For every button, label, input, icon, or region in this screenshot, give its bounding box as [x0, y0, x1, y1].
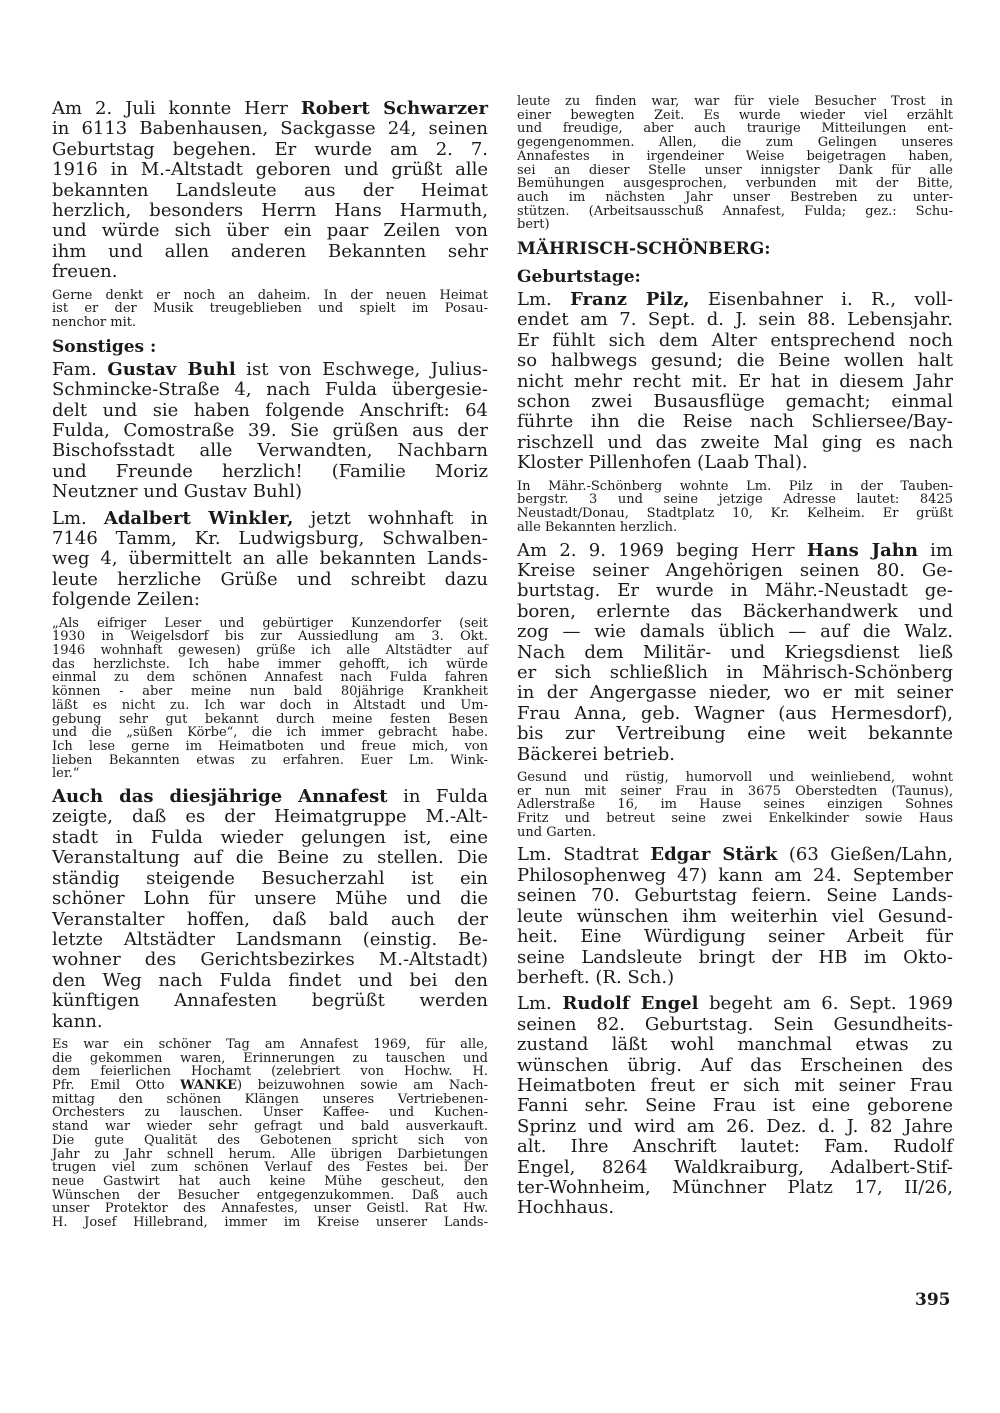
text-run: zustand läßt wohl manchmal etwas zu — [517, 1034, 953, 1056]
text-run: Geburtstag begehen. Er wurde am 2. 7. — [52, 138, 488, 160]
text-line — [52, 316, 488, 330]
note-paragraph — [517, 771, 953, 840]
text-line — [517, 581, 953, 601]
text-run: alle Bekannten herzlich. — [517, 519, 678, 535]
text-line — [52, 401, 488, 421]
text-run: er sich schließlich in Mährisch-Schönberg — [517, 661, 953, 683]
text-run: alt. Ihre Anschrift lautet: Fam. Rudolf — [517, 1136, 953, 1158]
article-paragraph — [52, 99, 488, 283]
text-line — [517, 704, 953, 724]
text-run: rischzell und das zweite Mal ging es nach — [517, 431, 953, 453]
text-line — [52, 685, 488, 699]
text-line — [517, 412, 953, 432]
text-run: ist von Eschwege, Julius- — [235, 358, 488, 380]
text-line — [52, 289, 488, 303]
text-line — [52, 509, 488, 529]
bold-name: Auch das diesjährige Annafest — [52, 786, 388, 808]
text-run: mittag den schönen Klängen unseres Vertriebenen- — [52, 1091, 488, 1107]
text-line — [52, 1175, 488, 1189]
text-run: Am 2. Juli konnte Herr — [52, 98, 301, 119]
text-run: H. Josef Hillebrand, immer im Kreise unserer Lands- — [52, 1215, 488, 1231]
text-line — [517, 290, 953, 310]
text-run: er nun mit seiner Frau in 3675 Oberstedten (Taunus), — [517, 783, 953, 799]
text-line — [517, 1158, 953, 1178]
note-paragraph — [52, 1038, 488, 1230]
text-line — [517, 927, 953, 947]
text-run: Die gute Qualität des Gebotenen spricht sich von — [52, 1132, 488, 1148]
text-line — [52, 1065, 488, 1079]
text-line — [517, 907, 953, 927]
text-line — [517, 541, 953, 561]
text-run: „Als eifriger Leser und gebürtiger Kunzendorfer (seit — [52, 615, 488, 631]
text-line — [52, 828, 488, 848]
text-line — [517, 1015, 953, 1035]
section-heading — [517, 238, 953, 260]
note-paragraph — [52, 289, 488, 330]
text-line — [517, 433, 953, 453]
article-paragraph — [517, 290, 953, 474]
text-run: ist er der Musik treugeblieben und spielt im Posau- — [52, 301, 488, 317]
text-line — [517, 218, 953, 232]
text-run: Nach dem Militär- und Kriegsdienst ließ — [517, 641, 953, 663]
text-line — [517, 95, 953, 109]
text-line — [52, 336, 488, 358]
text-line — [52, 380, 488, 400]
text-line — [517, 948, 953, 968]
text-line — [52, 1052, 488, 1066]
text-run: gegengenommen. Allen, die zum Gelingen unseres — [517, 135, 953, 151]
text-line — [52, 262, 488, 282]
text-run: 7146 Tamm, Kr. Ludwigsburg, Schwalben- — [52, 528, 488, 550]
text-run: die gekommen waren, Erinnerungen zu tauschen und — [52, 1050, 488, 1066]
text-line — [52, 644, 488, 658]
text-line — [517, 392, 953, 412]
text-run: schöner Lohn für unsere Mühe und die — [52, 888, 488, 910]
text-line — [517, 866, 953, 886]
text-line — [52, 869, 488, 889]
text-run: seinen 70. Geburtstag feiern. Seine Lands- — [517, 885, 953, 907]
bold-name: Geburtstage: — [517, 267, 641, 288]
text-run: stützen. (Arbeitsausschuß Annafest, Fulda; gez.: Schu- — [517, 203, 953, 219]
text-line — [52, 549, 488, 569]
text-line — [517, 453, 953, 473]
text-run: In Mähr.-Schönberg wohnte Lm. Pilz in der Tauben- — [517, 478, 953, 494]
text-line — [52, 889, 488, 909]
text-run: bekannten Landsleute aus der Heimat — [52, 179, 488, 201]
text-line — [52, 658, 488, 672]
text-run: und freudige, aber auch traurige Mitteilungen ent- — [517, 121, 953, 137]
text-run: weg 4, übermittelt an alle bekannten Lands- — [52, 548, 488, 570]
text-line — [52, 767, 488, 781]
text-line — [517, 798, 953, 812]
text-line — [517, 310, 953, 330]
text-line — [52, 201, 488, 221]
text-run: und Garten. — [517, 824, 596, 840]
text-run: Kreise seiner Angehörigen seinen 80. Ge- — [517, 559, 953, 581]
text-run: Fulda, Comostraße 39. Sie grüßen aus der — [52, 419, 488, 441]
text-run: sei an dieser Stelle unser innigster Dank für alle — [517, 162, 953, 178]
text-run: letzte Altstädter Landsmann (einstig. Be- — [52, 928, 488, 950]
text-line — [52, 529, 488, 549]
text-run: neue Gastwirt hat auch keine Mühe gescheut, den — [52, 1173, 488, 1189]
text-line — [517, 1178, 953, 1198]
text-line — [517, 683, 953, 703]
note-paragraph — [517, 95, 953, 232]
text-line — [52, 221, 488, 241]
text-line — [52, 754, 488, 768]
text-run: Lm. — [52, 507, 104, 529]
bold-name: MÄHRISCH-SCHÖNBERG: — [517, 239, 771, 260]
text-line — [517, 724, 953, 744]
text-run: nicht mehr recht mit. Er hat in diesem Jahr — [517, 370, 953, 392]
text-run: stadt in Fulda wieder gelungen ist, eine — [52, 826, 488, 848]
text-line — [52, 1189, 488, 1203]
text-run: lieben Bekannten etwas zu erfahren. Euer Lm. Wink- — [52, 752, 488, 768]
text-line — [52, 181, 488, 201]
text-run: seinen 82. Geburtstag. Sein Gesundheits- — [517, 1013, 953, 1035]
text-line — [52, 699, 488, 713]
text-line — [517, 122, 953, 136]
text-line — [517, 372, 953, 392]
text-line — [517, 521, 953, 535]
text-line — [517, 507, 953, 521]
text-run: auch im nächsten Jahr unser Bestreben zu unter- — [517, 189, 953, 205]
text-run: Gerne denkt er noch an daheim. In der neuen Heimat — [52, 287, 488, 303]
article-paragraph — [517, 541, 953, 765]
text-line — [517, 561, 953, 581]
text-run: einmal zu dem schönen Annafest nach Fulda fahren — [52, 670, 488, 686]
text-run: endet am 7. Sept. d. J. sein 88. Lebensjahr. — [517, 309, 953, 331]
text-run: ler.“ — [52, 766, 80, 782]
text-line — [517, 164, 953, 178]
text-line — [52, 971, 488, 991]
text-line — [52, 421, 488, 441]
text-run: wohner des Gerichtsbezirkes M.-Altstadt) — [52, 949, 488, 971]
text-run: Heimatboten freut er sich mit seiner Frau — [517, 1074, 953, 1096]
text-line — [517, 1198, 953, 1218]
text-run: Veranstaltung auf die Beine zu stellen. Die — [52, 847, 488, 869]
note-paragraph — [52, 617, 488, 781]
text-run: können - aber meine nun bald 80jährige Krankheit — [52, 684, 488, 700]
bold-name: Hans Jahn — [806, 539, 918, 561]
bold-name: Edgar Stärk — [650, 844, 778, 866]
text-run: burtstag. Er wurde in Mähr.-Neustadt ge- — [517, 580, 953, 602]
text-run: zog — wie damals üblich — auf die Walz. — [517, 621, 953, 643]
text-run: Jahr zu Jahr schnell herum. Alle übrigen Darbietungen — [52, 1146, 488, 1162]
text-line — [517, 150, 953, 164]
bold-name: Franz Pilz, — [570, 289, 690, 311]
text-run: Es war ein schöner Tag am Annafest 1969, für alle, — [52, 1036, 488, 1052]
article-paragraph — [52, 787, 488, 1032]
text-line — [52, 713, 488, 727]
text-line — [517, 1056, 953, 1076]
text-run: 1916 in M.-Altstadt geboren und grüßt alle — [52, 159, 488, 181]
text-line — [517, 745, 953, 765]
text-run: bergstr. 3 und seine jetzige Adresse lautet: 8425 — [517, 492, 953, 508]
text-run: folgende Zeilen: — [52, 589, 200, 611]
text-line — [52, 1134, 488, 1148]
article-paragraph — [52, 509, 488, 611]
text-run: ständig steigende Besucherzahl ist ein — [52, 867, 488, 889]
text-run: Fanni sehr. Seine Frau ist eine geborene — [517, 1095, 953, 1117]
text-run: im — [917, 539, 953, 561]
text-run: Fritz und betreut seine zwei Enkelkinder sowie Haus — [517, 811, 953, 827]
text-line — [52, 910, 488, 930]
text-line — [52, 1038, 488, 1052]
text-line — [517, 493, 953, 507]
text-line — [52, 1161, 488, 1175]
text-line — [52, 570, 488, 590]
text-run: leute wünschen ihm weiterhin viel Gesund- — [517, 905, 953, 927]
text-line — [517, 238, 953, 260]
text-run: Er fühlt sich dem Alter entsprechend noch — [517, 329, 953, 351]
text-run: und die „süßen Körbe“, die ich immer gebracht habe. — [52, 725, 488, 741]
text-run: bis zur Vertreibung eine weit bekannte — [517, 723, 953, 745]
text-run: Neustadt/Donau, Stadtplatz 10, Kr. Kelheim. Er grüßt — [517, 506, 953, 522]
text-line — [517, 886, 953, 906]
text-run: (63 Gießen/Lahn, — [777, 844, 953, 866]
text-run: wünschen übrig. Auf das Erscheinen des — [517, 1054, 953, 1076]
text-line — [517, 1117, 953, 1137]
text-line — [517, 602, 953, 622]
text-line — [52, 1202, 488, 1216]
text-line — [52, 740, 488, 754]
text-run: dem feierlichen Hochamt (zelebriert von Hochw. H. — [52, 1064, 488, 1080]
text-run: delt und sie haben folgende Anschrift: 64 — [52, 399, 488, 421]
text-line — [517, 643, 953, 663]
text-run: und Freunde herzlich! (Familie Moriz — [52, 460, 488, 482]
text-run: Kloster Pillenhofen (Laab Thal). — [517, 452, 808, 474]
text-line — [517, 266, 953, 288]
text-run: in der Angergasse nieder, wo er mit seiner — [517, 682, 953, 704]
bold-name: Gustav Buhl — [107, 358, 236, 380]
text-run: Adlerstraße 16, im Hause seines einzigen Sohnes — [517, 797, 953, 813]
text-run: Fam. — [52, 358, 108, 380]
text-run: in Fulda — [387, 786, 488, 808]
text-run: Bemühungen ausgesprochen, verbunden mit der Bitte, — [517, 176, 953, 192]
text-run: Wünschen der Besucher entgegenzukommen. Daß auch — [52, 1187, 488, 1203]
text-line — [517, 480, 953, 494]
text-run: ter-Wohnheim, Münchner Platz 17, II/26, — [517, 1176, 953, 1198]
text-run: Engel, 8264 Waldkraiburg, Adalbert-Stif- — [517, 1156, 953, 1178]
text-line — [52, 1079, 488, 1093]
bold-name: Rudolf Engel — [562, 993, 699, 1015]
text-line — [52, 950, 488, 970]
note-paragraph — [517, 480, 953, 535]
text-line — [52, 482, 488, 502]
article-paragraph — [517, 994, 953, 1218]
text-run: bert) — [517, 217, 550, 233]
page-number: 395 — [915, 1290, 951, 1310]
text-line — [517, 177, 953, 191]
text-line — [52, 1120, 488, 1134]
text-run: zeigte, daß es der Heimatgruppe M.-Alt- — [52, 806, 488, 828]
text-run: einer bewegten Zeit. Es wurde wieder viel erzählt — [517, 107, 953, 123]
text-run: Eisenbahner i. R., voll- — [689, 289, 953, 311]
text-run: stand war wieder sehr gefragt und bald ausverkauft. — [52, 1119, 488, 1135]
text-run: Bäckerei betrieb. — [517, 743, 676, 765]
text-line — [52, 671, 488, 685]
text-run: seine Landsleute bringt der HB im Okto- — [517, 946, 953, 968]
text-line — [517, 845, 953, 865]
text-line — [517, 785, 953, 799]
text-line — [52, 787, 488, 807]
right-column — [517, 95, 953, 1225]
text-run: so halbwegs gesund; die Beine wollen halt — [517, 350, 953, 372]
text-run: schon zwei Busausflüge gemacht; einmal — [517, 391, 953, 413]
text-line — [52, 930, 488, 950]
text-run: heit. Eine Würdigung seiner Arbeit für — [517, 926, 953, 948]
text-line — [52, 617, 488, 631]
text-line — [517, 331, 953, 351]
text-line — [52, 441, 488, 461]
text-run: Bischofsstadt alle Verwandten, Nachbarn — [52, 440, 488, 462]
text-line — [52, 1093, 488, 1107]
bold-name: WANKE — [180, 1078, 238, 1094]
bold-name: Sonstiges : — [52, 336, 157, 357]
section-heading — [52, 336, 488, 358]
text-line — [517, 771, 953, 785]
text-line — [517, 826, 953, 840]
text-run: begeht am 6. Sept. 1969 — [698, 993, 954, 1015]
text-run: den Weg nach Fulda findet und bei den — [52, 969, 488, 991]
text-run: Lm. Stadtrat — [517, 844, 651, 866]
text-run: nenchor mit. — [52, 315, 137, 331]
section-heading — [517, 266, 953, 288]
text-run: Annafestes in irgendeiner Weise beigetragen haben, — [517, 148, 953, 164]
text-line — [517, 191, 953, 205]
left-column — [52, 99, 488, 1236]
text-run: Pfr. Emil Otto — [52, 1078, 181, 1094]
text-run: 1946 wohnhaft gewesen) grüße ich alle Altstädter auf — [52, 643, 488, 659]
text-line — [517, 1076, 953, 1096]
text-line — [52, 360, 488, 380]
text-run: das herzlichste. Ich habe immer gehofft, ich würde — [52, 656, 488, 672]
text-line — [52, 726, 488, 740]
text-line — [517, 812, 953, 826]
text-line — [52, 1012, 488, 1032]
text-line — [52, 1216, 488, 1230]
text-run: Am 2. 9. 1969 beging Herr — [517, 539, 807, 561]
text-line — [52, 848, 488, 868]
text-line — [517, 351, 953, 371]
text-line — [52, 242, 488, 262]
text-line — [52, 1106, 488, 1120]
text-line — [52, 302, 488, 316]
text-run: Sprinz und wird am 26. Dez. d. J. 82 Jahre — [517, 1115, 953, 1137]
article-paragraph — [52, 360, 488, 503]
text-line — [52, 1148, 488, 1162]
text-line — [517, 109, 953, 123]
text-run: ihm und allen anderen Bekannten sehr — [52, 240, 488, 262]
text-run: in 6113 Babenhausen, Sackgasse 24, seinen — [52, 118, 488, 140]
text-run: unser Protektor des Annafestes, unser Geistl. Rat Hw. — [52, 1201, 488, 1217]
text-run: Lm. — [517, 993, 563, 1015]
text-run: boren, erlernte das Bäckerhandwerk und — [517, 600, 953, 622]
text-line — [517, 994, 953, 1014]
text-run: Veranstalter hoffen, daß bald auch der — [52, 908, 488, 930]
text-run: Frau Anna, geb. Wagner (aus Hermesdorf), — [517, 702, 953, 724]
text-line — [517, 1137, 953, 1157]
text-line — [517, 136, 953, 150]
text-run: berheft. (R. Sch.) — [517, 966, 675, 988]
text-run: und würde sich über ein paar Zeilen von — [52, 220, 488, 242]
text-run: Gesund und rüstig, humorvoll und weinliebend, wohnt — [517, 769, 953, 785]
text-run: Schmincke-Straße 4, nach Fulda übergesie- — [52, 379, 488, 401]
text-line — [52, 140, 488, 160]
text-run: 1930 in Weigelsdorf bis zur Aussiedlung am 3. Okt. — [52, 629, 488, 645]
text-run: jetzt wohnhaft in — [293, 507, 488, 529]
text-run: Ich lese gerne im Heimatboten und freue mich, von — [52, 738, 488, 754]
text-run: Neutzner und Gustav Buhl) — [52, 481, 302, 503]
text-run: Hochhaus. — [517, 1197, 615, 1219]
text-line — [52, 119, 488, 139]
text-line — [517, 1096, 953, 1116]
text-run: führte ihn die Reise nach Schliersee/Bay- — [517, 411, 953, 433]
text-line — [517, 205, 953, 219]
text-run: Orchesters zu lauschen. Unser Kaffee- und Kuchen- — [52, 1105, 488, 1121]
text-run: künftigen Annafesten begrüßt werden — [52, 990, 488, 1012]
text-run: herzlich, besonders Herrn Hans Harmuth, — [52, 200, 488, 222]
text-line — [517, 622, 953, 642]
text-run: leute herzliche Grüße und schreibt dazu — [52, 568, 488, 590]
text-line — [517, 968, 953, 988]
text-line — [52, 807, 488, 827]
article-paragraph — [517, 845, 953, 988]
text-run: leute zu finden war, war für viele Besucher Trost in — [517, 94, 953, 109]
text-run: läßt es nicht zu. Ich war doch in Altstadt und Um- — [52, 697, 488, 713]
text-line — [52, 590, 488, 610]
text-line — [517, 1035, 953, 1055]
text-run: ) beizuwohnen sowie am Nach- — [237, 1078, 488, 1094]
text-run: Lm. — [517, 289, 571, 311]
text-line — [52, 99, 488, 119]
text-run: kann. — [52, 1010, 103, 1032]
text-line — [52, 462, 488, 482]
text-line — [52, 160, 488, 180]
text-run: Philosophenweg 47) kann am 24. September — [517, 864, 953, 886]
bold-name: Adalbert Winkler, — [103, 507, 294, 529]
text-run: gebung sehr gut bekannt durch meine festen Besen — [52, 711, 488, 727]
text-run: freuen. — [52, 261, 118, 283]
text-run: trugen viel zum schönen Verlauf des Festes bei. Der — [52, 1160, 488, 1176]
bold-name: Robert Schwarzer — [300, 98, 488, 119]
text-line — [52, 991, 488, 1011]
text-line — [517, 663, 953, 683]
text-line — [52, 630, 488, 644]
